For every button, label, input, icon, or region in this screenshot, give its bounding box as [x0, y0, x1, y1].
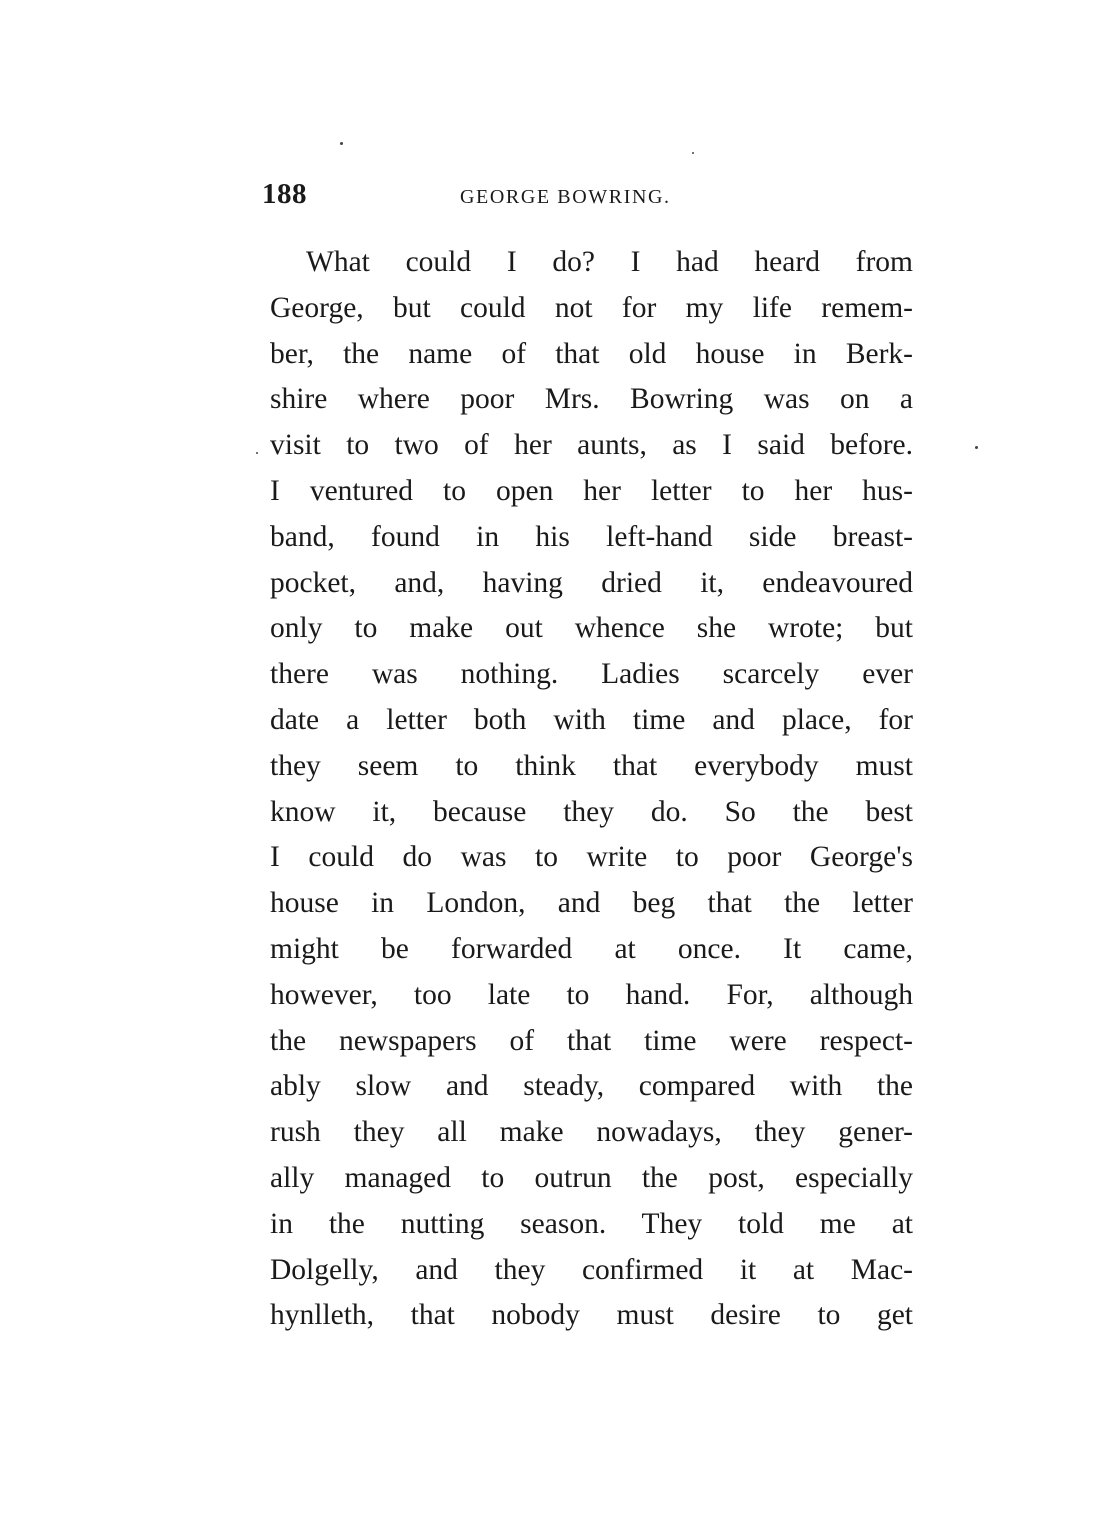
text-line: I could do was to write to poor George's — [270, 841, 913, 874]
running-head: GEORGE BOWRING. — [460, 186, 671, 208]
text-line: hynlleth, that nobody must desire to get — [270, 1299, 913, 1332]
text-line: pocket, and, having dried it, endeavoured — [270, 566, 913, 599]
text-line: they seem to think that everybody must — [270, 749, 913, 782]
text-line: only to make out whence she wrote; but — [270, 612, 913, 645]
page-header — [262, 178, 722, 218]
page-number: 188 — [262, 178, 307, 210]
text-line: shire where poor Mrs. Bowring was on a — [270, 383, 913, 416]
text-line: ber, the name of that old house in Berk- — [270, 337, 913, 370]
text-line: ally managed to outrun the post, especially — [270, 1161, 913, 1194]
text-line: rush they all make nowadays, they gener- — [270, 1116, 913, 1149]
text-line: there was nothing. Ladies scarcely ever — [270, 658, 913, 691]
text-line: in the nutting season. They told me at — [270, 1207, 913, 1240]
text-line: know it, because they do. So the best — [270, 795, 913, 828]
text-line: Dolgelly, and they confirmed it at Mac- — [270, 1253, 913, 1286]
text-line: ably slow and steady, compared with the — [270, 1070, 913, 1103]
scan-speck — [692, 152, 694, 154]
text-line: band, found in his left-hand side breast- — [270, 520, 913, 553]
scan-speck — [340, 142, 343, 145]
text-line: might be forwarded at once. It came, — [270, 932, 913, 965]
text-line: however, too late to hand. For, although — [270, 978, 913, 1011]
scan-speck — [975, 446, 978, 449]
text-line: George, but could not for my life remem- — [270, 291, 913, 324]
text-line: the newspapers of that time were respect- — [270, 1024, 913, 1057]
text-line: What could I do? I had heard from — [306, 246, 913, 278]
text-line: I ventured to open her letter to her hus- — [270, 474, 913, 507]
text-line: visit to two of her aunts, as I said before. — [270, 429, 913, 462]
text-line: house in London, and beg that the letter — [270, 887, 913, 920]
text-line: date a letter both with time and place, for — [270, 703, 913, 736]
scan-speck — [256, 452, 258, 454]
body-text — [270, 240, 913, 1339]
